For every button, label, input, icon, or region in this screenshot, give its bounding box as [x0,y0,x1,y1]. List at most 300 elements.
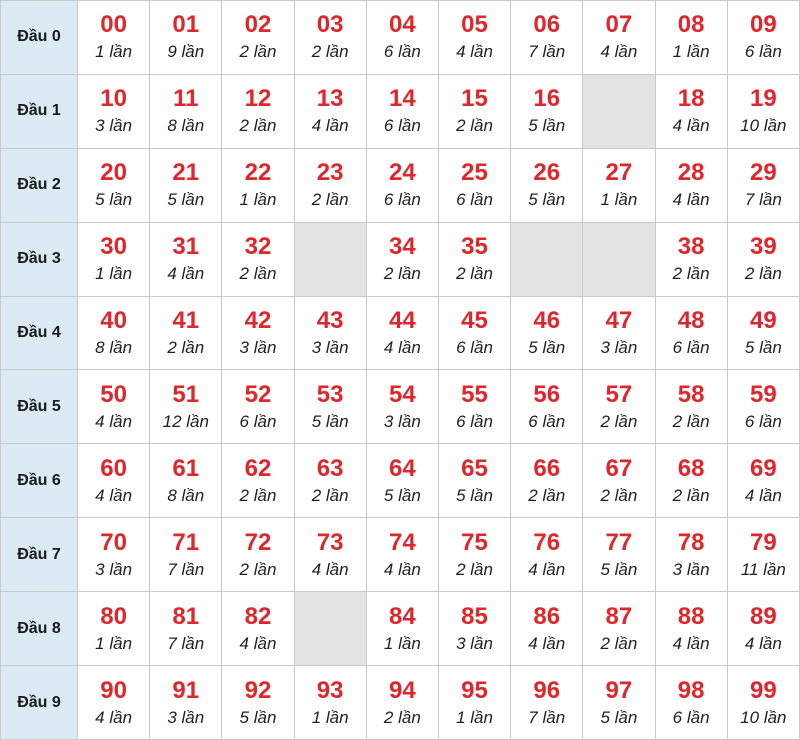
number-cell [366,518,438,592]
row-header: Đầu 1 [1,74,78,148]
cell-count: 6 lần [744,42,782,62]
number-cell [78,518,150,592]
number-cell [727,370,799,444]
cell-count: 1 lần [95,42,133,62]
number-cell [150,444,222,518]
number-cell [655,1,727,75]
cell-number: 24 [388,159,416,187]
cell-count: 10 lần [740,116,787,136]
number-cell [78,296,150,370]
cell-number: 21 [172,159,200,187]
number-cell [222,518,294,592]
cell-number: 68 [677,454,705,482]
empty-cell [511,222,583,296]
table-row [1,666,800,740]
cell-number: 04 [388,11,416,39]
cell-count: 12 lần [162,411,209,431]
number-cell [583,148,655,222]
cell-number: 70 [100,528,127,556]
number-cell [438,592,510,666]
number-cell [727,296,799,370]
number-cell [222,666,294,740]
table-row [1,518,800,592]
cell-count: 6 lần [672,707,710,727]
number-cell [727,148,799,222]
cell-number: 77 [605,528,633,556]
cell-count: 6 lần [239,411,277,431]
cell-count: 2 lần [456,264,493,284]
number-cell [294,148,366,222]
number-cell [511,518,583,592]
cell-number: 01 [172,11,200,39]
number-cell [294,1,366,75]
cell-count: 4 lần [383,338,421,357]
cell-number: 19 [749,85,777,113]
number-cell [438,296,510,370]
cell-count: 7 lần [528,42,566,62]
cell-number: 39 [749,233,777,261]
number-cell [583,666,655,740]
cell-count: 6 lần [383,190,421,210]
number-cell [438,666,510,740]
cell-count: 3 lần [672,559,710,579]
cell-count: 2 lần [239,485,277,505]
number-cell [655,296,727,370]
cell-count: 5 lần [528,190,566,210]
number-cell [727,1,799,75]
number-cell [583,1,655,75]
cell-count: 7 lần [167,633,205,653]
number-cell [222,222,294,296]
number-cell [583,444,655,518]
cell-count: 2 lần [311,42,349,62]
number-cell [366,370,438,444]
cell-number: 18 [677,85,705,113]
number-cell [511,74,583,148]
cell-number: 00 [100,11,127,39]
empty-cell [294,222,366,296]
cell-count: 3 lần [95,116,133,136]
cell-count: 4 lần [528,559,566,579]
number-cell [222,444,294,518]
cell-number: 47 [605,307,633,334]
cell-count: 5 lần [311,411,349,431]
cell-count: 4 lần [744,633,782,653]
cell-number: 94 [388,676,416,704]
number-cell [150,74,222,148]
number-cell [222,370,294,444]
cell-count: 4 lần [744,485,782,505]
number-cell [366,222,438,296]
cell-number: 43 [316,307,344,334]
cell-count: 1 lần [95,264,133,284]
cell-count: 2 lần [383,264,421,284]
cell-number: 23 [316,159,344,187]
number-cell [294,296,366,370]
cell-number: 06 [533,11,561,39]
cell-number: 59 [749,380,777,408]
cell-number: 54 [388,380,416,408]
cell-number: 89 [749,602,777,630]
cell-count: 2 lần [239,116,277,136]
cell-number: 34 [388,233,416,261]
number-cell [438,1,510,75]
number-cell [727,666,799,740]
cell-number: 40 [100,307,127,334]
cell-number: 09 [749,11,777,39]
cell-number: 50 [100,380,127,408]
cell-count: 6 lần [456,190,493,210]
cell-count: 5 lần [383,485,421,505]
cell-count: 2 lần [600,633,638,653]
cell-count: 5 lần [95,190,133,210]
number-cell [583,370,655,444]
cell-count: 8 lần [167,485,205,505]
cell-number: 12 [244,85,272,113]
number-cell [727,222,799,296]
cell-count: 6 lần [456,411,493,431]
cell-number: 74 [388,528,416,556]
cell-count: 2 lần [744,264,782,284]
cell-count: 3 lần [167,707,205,727]
number-cell [366,444,438,518]
cell-number: 85 [461,602,488,630]
cell-number: 63 [316,454,344,482]
number-cell [150,592,222,666]
cell-number: 80 [100,602,127,630]
number-cell [438,370,510,444]
cell-count: 3 lần [383,411,421,431]
cell-count: 9 lần [167,42,205,62]
number-cell [655,222,727,296]
cell-count: 2 lần [239,264,277,284]
cell-count: 2 lần [383,707,421,727]
number-cell [438,222,510,296]
cell-count: 3 lần [600,338,638,357]
cell-number: 86 [533,602,561,630]
number-cell [222,592,294,666]
cell-count: 4 lần [311,116,349,136]
cell-number: 76 [533,528,561,556]
table-row [1,74,800,148]
cell-count: 6 lần [744,411,782,431]
row-header: Đầu 8 [1,592,78,666]
row-header: Đầu 0 [1,1,78,75]
cell-count: 2 lần [311,485,349,505]
cell-number: 64 [388,454,416,482]
cell-count: 4 lần [456,42,493,62]
cell-number: 51 [172,380,200,408]
cell-count: 2 lần [311,190,349,210]
cell-number: 65 [461,454,488,482]
cell-number: 16 [533,85,561,113]
cell-count: 1 lần [311,707,349,727]
cell-number: 53 [316,380,344,408]
number-cell [438,74,510,148]
cell-count: 1 lần [600,190,638,210]
cell-count: 4 lần [383,559,421,579]
cell-number: 58 [677,380,705,408]
number-cell [727,518,799,592]
number-cell [78,222,150,296]
table-row [1,1,800,75]
cell-count: 5 lần [167,190,205,210]
row-header: Đầu 6 [1,444,78,518]
number-cell [222,74,294,148]
number-cell [366,296,438,370]
empty-cell [583,74,655,148]
cell-number: 99 [749,676,777,704]
cell-count: 5 lần [744,338,782,357]
cell-count: 2 lần [167,338,205,357]
cell-number: 44 [388,307,416,334]
cell-count: 5 lần [600,559,638,579]
number-cell [222,1,294,75]
cell-count: 4 lần [311,559,349,579]
cell-number: 56 [533,380,561,408]
number-cell [294,518,366,592]
cell-count: 11 lần [740,559,786,579]
cell-number: 27 [605,159,633,187]
number-cell [655,370,727,444]
cell-count: 2 lần [600,411,638,431]
table-row [1,444,800,518]
cell-count: 5 lần [456,485,493,505]
cell-count: 7 lần [528,707,566,727]
cell-number: 29 [749,159,777,187]
cell-number: 48 [677,307,705,334]
number-cell [511,592,583,666]
cell-count: 5 lần [600,707,638,727]
cell-count: 6 lần [672,338,710,357]
cell-number: 57 [605,380,633,408]
cell-number: 49 [749,307,777,334]
number-cell [655,666,727,740]
cell-number: 78 [677,528,705,556]
table-row [1,222,800,296]
number-cell [366,666,438,740]
cell-number: 20 [100,159,127,187]
number-cell [438,148,510,222]
number-cell [294,666,366,740]
table-row [1,148,800,222]
cell-count: 4 lần [600,42,638,62]
cell-number: 67 [605,454,633,482]
cell-number: 03 [316,11,344,39]
empty-cell [583,222,655,296]
cell-count: 3 lần [95,559,133,579]
number-cell [438,518,510,592]
number-cell [78,1,150,75]
cell-count: 4 lần [239,633,277,653]
cell-number: 96 [533,676,561,704]
number-cell [655,592,727,666]
cell-count: 6 lần [528,411,566,431]
cell-number: 31 [172,233,200,261]
cell-number: 38 [677,233,705,261]
cell-number: 45 [461,307,488,334]
table-row [1,592,800,666]
number-cell [438,444,510,518]
cell-count: 1 lần [456,707,493,727]
cell-number: 62 [244,454,272,482]
cell-count: 8 lần [167,116,205,136]
cell-number: 97 [605,676,633,704]
cell-count: 3 lần [239,338,277,357]
number-cell [366,148,438,222]
cell-count: 4 lần [95,707,133,727]
cell-count: 5 lần [239,707,277,727]
number-cell [511,1,583,75]
frequency-table-body [1,1,800,740]
number-cell [366,1,438,75]
number-cell [294,444,366,518]
cell-number: 08 [677,11,705,39]
cell-number: 22 [244,159,272,187]
cell-count: 4 lần [672,116,710,136]
number-cell [511,666,583,740]
cell-number: 81 [172,602,200,630]
number-cell [150,296,222,370]
cell-number: 11 [173,85,199,113]
table-row [1,296,800,370]
cell-number: 98 [677,676,705,704]
cell-count: 10 lần [740,707,787,727]
cell-count: 1 lần [95,633,133,653]
row-header: Đầu 7 [1,518,78,592]
cell-count: 2 lần [672,485,710,505]
number-cell [78,148,150,222]
number-cell [727,444,799,518]
cell-number: 90 [100,676,127,704]
number-cell [150,1,222,75]
cell-number: 84 [388,602,416,630]
number-cell [294,74,366,148]
cell-number: 13 [316,85,344,113]
number-cell [78,370,150,444]
number-cell [78,74,150,148]
cell-number: 72 [244,528,272,556]
number-cell [294,370,366,444]
cell-count: 1 lần [239,190,277,210]
number-cell [655,148,727,222]
cell-count: 4 lần [95,411,133,431]
cell-count: 6 lần [383,42,421,62]
row-header: Đầu 9 [1,666,78,740]
number-cell [583,518,655,592]
cell-number: 88 [677,602,705,630]
cell-number: 28 [677,159,705,187]
cell-number: 35 [461,233,488,261]
cell-number: 82 [244,602,272,630]
cell-count: 5 lần [528,338,566,357]
number-cell [655,444,727,518]
row-header: Đầu 4 [1,296,78,370]
cell-count: 3 lần [456,633,493,653]
cell-count: 4 lần [672,190,710,210]
number-cell [150,148,222,222]
row-header: Đầu 3 [1,222,78,296]
number-cell [150,370,222,444]
cell-number: 69 [749,454,777,482]
number-cell [366,74,438,148]
cell-number: 32 [244,233,272,261]
cell-number: 73 [316,528,344,556]
cell-count: 2 lần [239,42,277,62]
number-cell [727,592,799,666]
number-cell [78,592,150,666]
cell-count: 8 lần [95,338,133,357]
number-cell [150,666,222,740]
cell-number: 61 [172,454,200,482]
cell-number: 14 [388,85,416,113]
cell-number: 93 [316,676,344,704]
cell-count: 6 lần [383,116,421,136]
cell-number: 02 [244,11,272,39]
cell-count: 2 lần [600,485,638,505]
cell-count: 1 lần [672,42,710,62]
cell-count: 4 lần [167,264,205,284]
number-cell [150,518,222,592]
cell-number: 46 [533,307,561,334]
cell-count: 2 lần [456,559,493,579]
cell-number: 05 [461,11,488,39]
cell-count: 4 lần [95,485,133,505]
number-cell [511,296,583,370]
cell-count: 2 lần [672,264,710,284]
cell-count: 4 lần [528,633,566,653]
cell-number: 42 [244,307,272,334]
number-cell [511,370,583,444]
cell-count: 7 lần [167,559,205,579]
number-cell [655,518,727,592]
cell-count: 6 lần [456,338,493,357]
number-cell [727,74,799,148]
number-cell [150,222,222,296]
cell-count: 2 lần [239,559,277,579]
cell-number: 60 [100,454,127,482]
cell-number: 30 [100,233,127,261]
number-cell [511,148,583,222]
cell-number: 10 [100,85,127,113]
number-cell [583,592,655,666]
number-cell [222,296,294,370]
number-cell [366,592,438,666]
number-cell [78,666,150,740]
cell-count: 7 lần [744,190,782,210]
number-cell [222,148,294,222]
cell-count: 2 lần [672,411,710,431]
row-header: Đầu 2 [1,148,78,222]
number-cell [583,296,655,370]
cell-count: 2 lần [456,116,493,136]
cell-number: 79 [749,528,777,556]
cell-number: 52 [244,380,272,408]
cell-number: 07 [605,11,633,39]
cell-number: 66 [533,454,561,482]
cell-number: 87 [605,602,633,630]
cell-number: 92 [244,676,272,704]
number-cell [78,444,150,518]
cell-count: 1 lần [383,633,421,653]
row-header: Đầu 5 [1,370,78,444]
cell-number: 41 [172,307,200,334]
number-cell [655,74,727,148]
cell-count: 5 lần [528,116,566,136]
cell-count: 2 lần [528,485,566,505]
table-row [1,370,800,444]
cell-number: 25 [461,159,488,187]
